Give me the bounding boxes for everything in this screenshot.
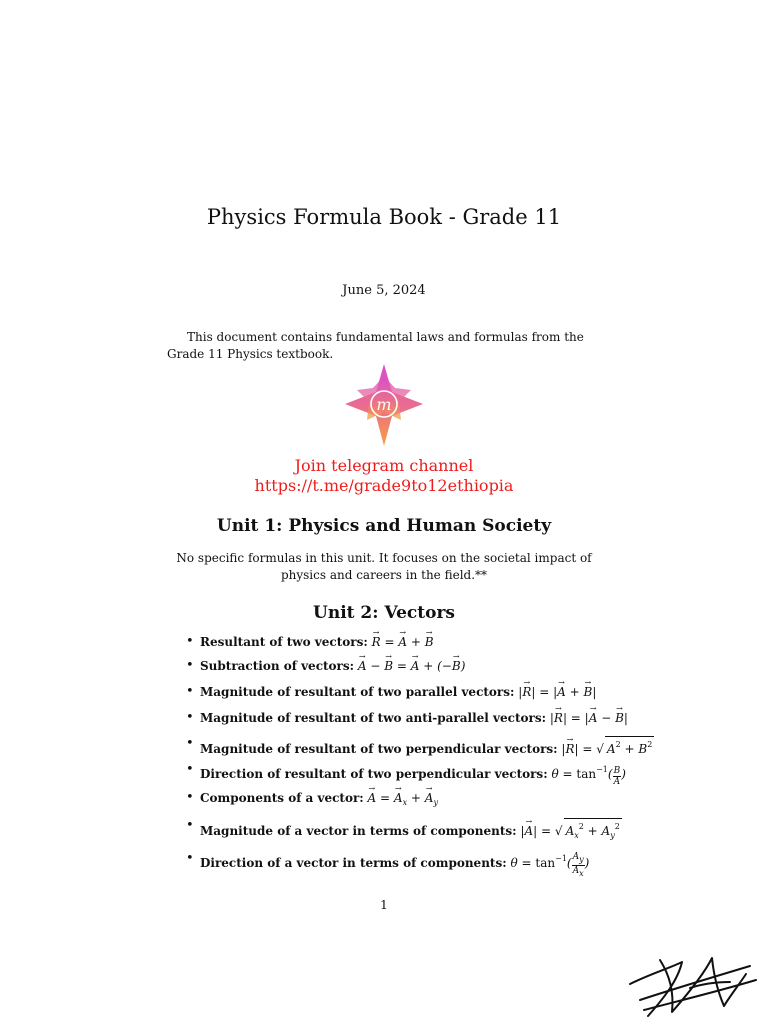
list-item	[183, 658, 653, 684]
formula: $\theta = \tan^{-1}$( $\frac{B}{A}$ )	[551, 765, 626, 787]
page-number: 1	[380, 898, 388, 912]
telegram-label: Join telegram channel	[294, 456, 474, 475]
formula-label: Direction of a vector in terms of components:	[200, 856, 507, 870]
list-item	[183, 818, 653, 851]
list-item	[183, 684, 653, 710]
formula: |R →| = |A → − B →|	[550, 711, 628, 725]
formula-label: Components of a vector:	[200, 791, 364, 805]
formula-list	[183, 634, 653, 877]
list-item	[183, 736, 653, 762]
telegram-block	[0, 456, 768, 496]
svg-text:m: m	[376, 395, 392, 414]
formula-label: Magnitude of a vector in terms of components:	[200, 824, 517, 838]
formula-label: Magnitude of resultant of two parallel vectors:	[200, 685, 515, 699]
formula: R → = A → + B →	[372, 635, 434, 649]
unit1-text: No specific formulas in this unit. It focuses on the societal impact of physics and careers in the field.**	[176, 551, 592, 582]
formula-label: Resultant of two vectors:	[200, 635, 368, 649]
formula-label: Magnitude of resultant of two perpendicular vectors:	[200, 742, 558, 756]
formula: $\theta = \tan^{-1}$( $\frac{Ay}{Ax}$ )	[510, 852, 590, 878]
formula: |R →| = √ $A^2 + B^2$	[561, 742, 654, 756]
intro-paragraph: This document contains fundamental laws and formulas from the Grade 11 Physics textbook.	[167, 330, 584, 361]
list-item	[183, 851, 653, 877]
formula: A → = $A \to_x + A \to_y$	[368, 791, 438, 805]
unit1-heading: Unit 1: Physics and Human Society	[216, 516, 552, 536]
formula-label: Direction of resultant of two perpendicular vectors:	[200, 767, 548, 781]
formula: A → − B → = A → + (−B →)	[358, 659, 465, 673]
list-item	[183, 790, 653, 818]
list-item	[183, 710, 653, 736]
formula: |A →| = √ $A_x^2 + A_y^2$	[520, 824, 621, 838]
document-date: June 5, 2024	[342, 283, 426, 298]
telegram-link[interactable]: https://t.me/grade9to12ethiopia	[254, 476, 514, 495]
handwritten-signature	[620, 940, 760, 1024]
formula-label: Subtraction of vectors:	[200, 659, 355, 673]
compass-star-logo-icon	[343, 362, 425, 448]
formula-label: Magnitude of resultant of two anti-parallel vectors:	[200, 711, 547, 725]
unit2-heading: Unit 2: Vectors	[313, 603, 455, 623]
list-item	[183, 762, 653, 790]
formula: |R →| = |A → + B →|	[518, 685, 596, 699]
document-title: Physics Formula Book - Grade 11	[206, 205, 562, 229]
